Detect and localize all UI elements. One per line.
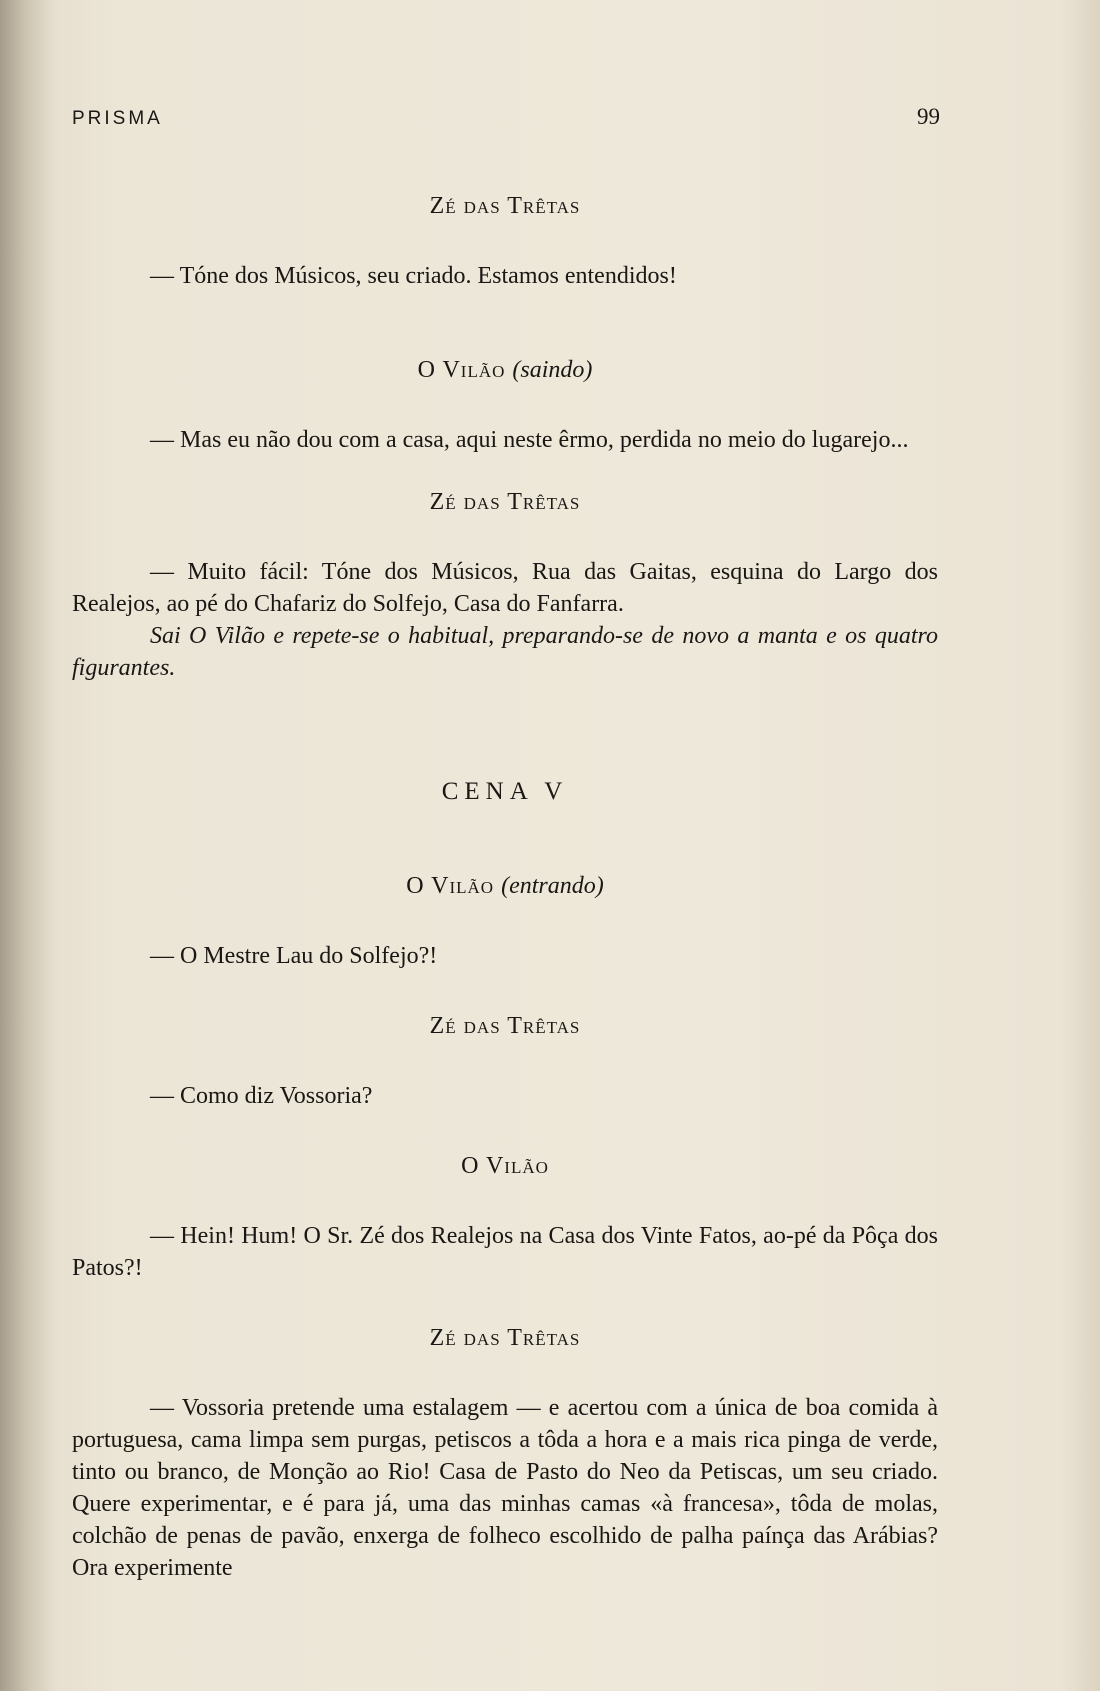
speaker-heading bbox=[72, 190, 938, 222]
speaker-heading bbox=[72, 354, 938, 386]
speech-line: — Vossoria pretende uma estalagem — e acertou com a única de boa comida à portuguesa, cama limpa sem purgas, petiscos a tôda a hora e a mais rica pinga de verde, tinto ou branco, de Monção ao Rio! Casa de Pasto do Neo da Petiscas, um seu criado. Quere experimentar, e é para já, uma das minhas camas «à francesa», tôda de molas, colchão de penas de pavão, enxerga de folheco escolhido de palha paínça das Arábias? Ora experimente bbox=[72, 1395, 938, 1581]
speaker-heading bbox=[72, 870, 938, 902]
speaker-name: O Vilão bbox=[406, 873, 495, 899]
speaker-name: O Vilão bbox=[417, 357, 506, 383]
speaker-name: Zé das Trêtas bbox=[429, 1013, 581, 1039]
page-number: 99 bbox=[917, 104, 940, 129]
speaker-heading bbox=[72, 486, 938, 518]
speech-line: — Hein! Hum! O Sr. Zé dos Realejos na Casa dos Vinte Fatos, ao-pé da Pôça dos Patos?! bbox=[72, 1223, 938, 1281]
speaker-name: Zé das Trêtas bbox=[429, 1325, 581, 1351]
speaker-heading bbox=[72, 1322, 938, 1354]
stage-direction-inline: (entrando) bbox=[501, 873, 604, 899]
speaker-name: O Vilão bbox=[461, 1153, 549, 1179]
speech-line: — O Mestre Lau do Solfejo?! bbox=[150, 943, 438, 969]
speech-line: — Mas eu não dou com a casa, aqui neste êrmo, perdida no meio do lugarejo... bbox=[150, 427, 909, 453]
speech-line: — Como diz Vossoria? bbox=[150, 1083, 373, 1109]
speaker-name: Zé das Trêtas bbox=[429, 193, 581, 219]
speech-line: — Muito fácil: Tóne dos Músicos, Rua das Gaitas, esquina do Largo dos Realejos, ao pé do Chafariz do Solfejo, Casa do Fanfarra. bbox=[72, 559, 938, 617]
speaker-heading bbox=[72, 1010, 938, 1042]
stage-direction-inline: (saindo) bbox=[512, 357, 593, 383]
play-text bbox=[72, 190, 938, 1584]
stage-direction: Sai O Vilão e repete-se o habitual, preparando-se de novo a manta e os quatro figurantes. bbox=[72, 623, 938, 681]
journal-title: PRISMA bbox=[72, 108, 163, 129]
speaker-heading bbox=[72, 1150, 938, 1182]
speech-line: — Tóne dos Músicos, seu criado. Estamos entendidos! bbox=[150, 263, 677, 289]
scene-heading: CENA V bbox=[441, 778, 569, 805]
running-head bbox=[72, 104, 940, 130]
speaker-name: Zé das Trêtas bbox=[429, 489, 581, 515]
